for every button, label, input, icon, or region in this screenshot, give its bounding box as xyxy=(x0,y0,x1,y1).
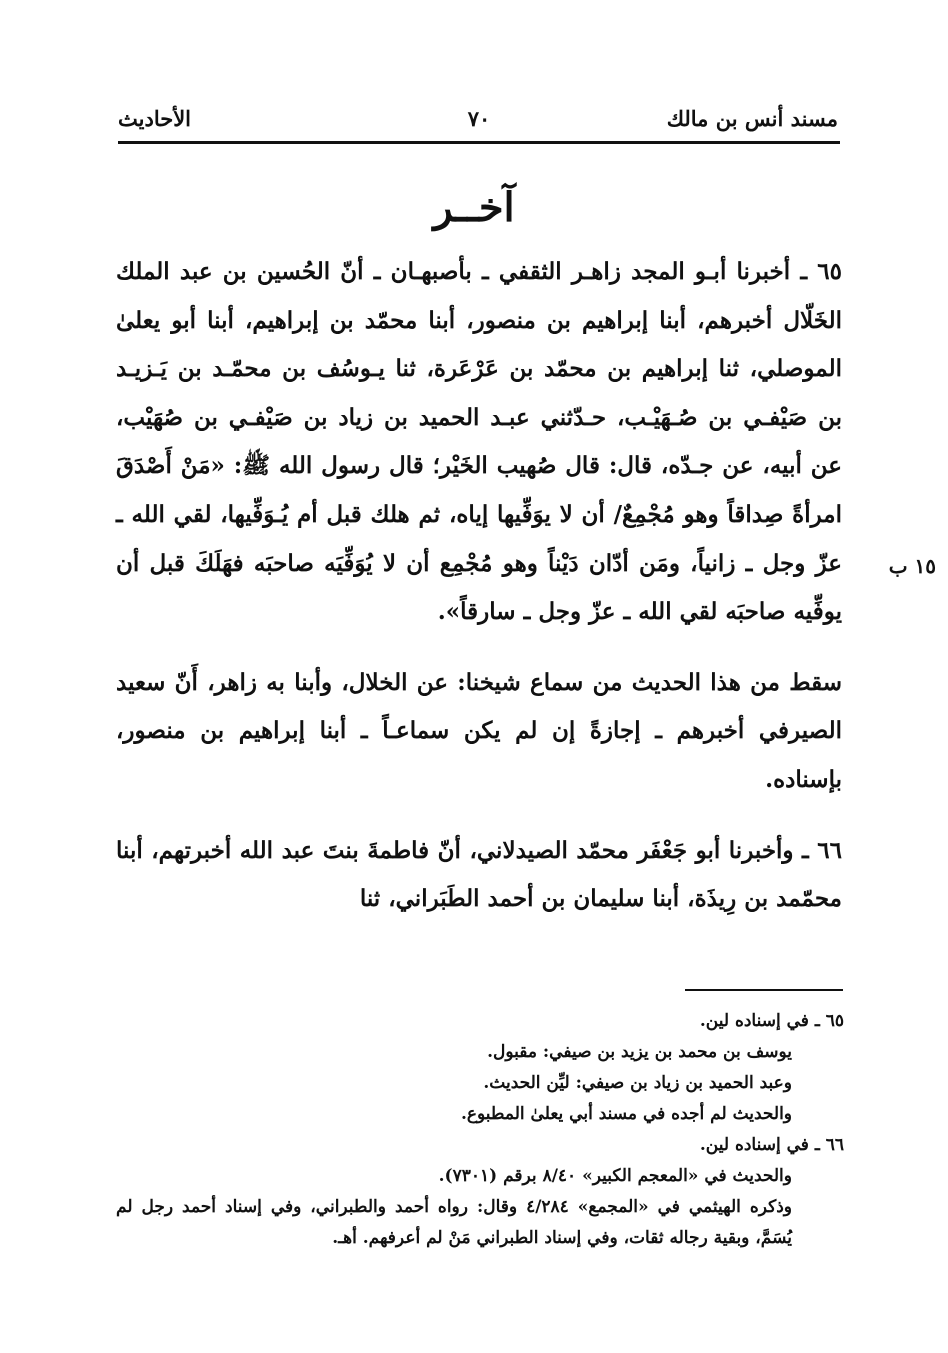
hadith-65-paragraph: ٦٥ ـ أخبرنا أبـو المجد زاهـر الثقفي ـ بأصبهـان ـ أنّ الحُسين بن عبد الملك الخَلّال أخبرهم، أبنا إبراهيم بن منصور، أبنا محمّد بن إبراهيم، أبنا أبو يعلىٰ الموصلي، ثنا إبراهيم بن محمّد بن عَرْعَرة، ثنا يـوسُف بن محمّـد بن يَـزيـد بن صَيْفـي بن صُـهَيْـب، حـدّثني عبـد الحميد بن زياد بن صَيْفـي بن صُهَيْب، عن أبيه، عن جـدّه، قال: قال صُهيب الخَيْر؛ قال رسول الله ﷺ: «مَنْ أَصْدَقَ امرأةً صِداقاً وهو مُجْمِعٌ/ أن لا يوَفِّيها إياه، ثم هلك قبل أم يُـوَفِّيها، لقي الله ـ عزّ وجل ـ زانياً، ومَن أدّان دَيْناً وهو مُجْمِع أن لا يُوَفِّيَه صاحبَه فهَلَكَ قبل أن يوفِّيه صاحبَه لقي الله ـ عزّ وجل ـ سارقاً». xyxy=(116,258,842,626)
page-number: ٧٠ xyxy=(467,106,491,131)
chapter-title: الأحاديث xyxy=(118,106,192,131)
page-header xyxy=(118,101,840,144)
footnote-line: يوسف بن محمد بن يزيد بن صيفي: مقبول. xyxy=(487,1042,792,1062)
footnote-separator xyxy=(685,989,843,991)
footnotes xyxy=(116,1006,844,1254)
footnote-line: والحديث في «المعجم الكبير» ٨/٤٠ برقم (٧٣٠١). xyxy=(438,1166,792,1186)
section-title: آخــر xyxy=(433,184,515,231)
footnote-65-heading: ٦٥ ـ في إسناده لين. xyxy=(699,1011,844,1031)
book-title: مسند أنس بن مالك xyxy=(666,106,838,131)
footnote-66-heading: ٦٦ ـ في إسناده لين. xyxy=(699,1135,844,1155)
editor-note-paragraph: سقط من هذا الحديث من سماع شيخنا: عن الخلال، وأبنا به زاهر، أَنّ سعيد الصيرفي أخبرهم ـ إجازةً إن لم يكن سماعـاً ـ أبنا إبراهيم بن منصور، بإسناده. xyxy=(116,668,842,793)
manuscript-folio-note: ١٥ ب xyxy=(888,554,936,578)
footnote-line: وعبد الحميد بن زياد بن صيفي: ليِّن الحديث. xyxy=(483,1073,792,1093)
main-text xyxy=(116,248,842,924)
hadith-66-paragraph: ٦٦ ـ وأخبرنا أبو جَعْفَر محمّد الصيدلاني، أنّ فاطمةَ بنتَ عبد الله أخبرتهم، أبنا محمّمد بن رِيذَة، أبنا سليمان بن أحمد الطَبَراني، ثنا xyxy=(116,836,842,913)
footnote-line: وذكره الهيثمي في «المجمع» ٤/٢٨٤ وقال: رواه أحمد والطبراني، وفي إسناد أحمد رجل لم يُسَمَّ، وبقية رجاله ثقات، وفي إسناد الطبراني مَنْ لم أعرفهم. أهـ. xyxy=(116,1197,792,1248)
footnote-line: والحديث لم أجده في مسند أبي يعلىٰ المطبوع. xyxy=(460,1104,792,1124)
